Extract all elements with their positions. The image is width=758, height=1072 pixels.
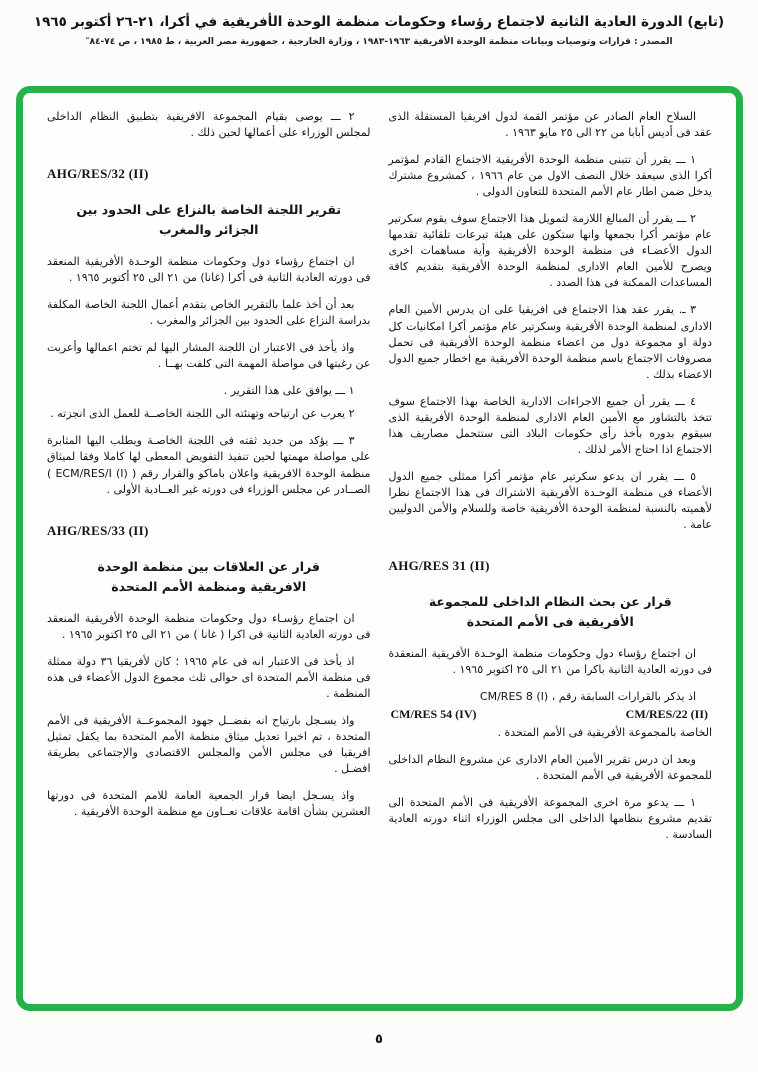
resolution-item-2: ٢ ـــ يوصى بقيام المجموعة الافريقية بتطبيق النظام الداخلى لمجلس الوزراء على أعمالها لحين ذلك . <box>47 110 371 140</box>
right-column <box>389 109 713 994</box>
referenced-resolutions-codes <box>389 705 713 725</box>
resolution-code-cm-res-22: CM/RES/22 (II) <box>625 707 708 722</box>
preamble-paragraph: اذ يأخذ فى الاعتبار انه فى عام ١٩٦٥ ؛ كان لأفريقيا ٣٦ دولة ممثلة فى منظمة الأمم المتحدة اى حوالى ثلث مجموع الدول الأعضاء فى هذه المنظمة . <box>47 654 371 700</box>
resolution-item-3: ٣ ـــ يؤكد من جديد ثقته فى اللجنة الخاصـة ويطلب اليها المثابرة على مواصلة مهمتها لحين تنفيذ التفويض المعطى لها كاملا وفقا لميثاق منظمة الوحدة الافريقية واعلان باماكو والقرار رقم ( ECM/RES/I (I) ) الصــادر عن مجلس الوزراء فى دورته غير العــادية الأولى . <box>47 434 371 496</box>
resolution-code-ahg-res-32: AHG/RES/32 (II) <box>47 166 149 182</box>
page-header <box>0 0 758 47</box>
resolution-item-1: ١ ـــ يدعو مرة اخرى المجموعة الأفريقية فى الأمم المتحدة الى تقديم مشروع بنظامها الداخلى الى مجلس الوزراء اثناء دورته العادية السادسة . <box>388 795 712 841</box>
preamble-paragraph: ان اجتماع رؤساء دول وحكومات منظمة الوحـدة الأفريقية المنعقد فى دورته العادية الثانية فى أكرا (غانا) من ٢١ الى ٢٥ أكتوبر ١٩٦٥ . <box>47 255 371 285</box>
resolution-item-2: ٢ يعرب عن ارتياحه وتهنئته الى اللجنة الخاصــة للعمل الذى انجزته . <box>50 407 355 421</box>
resolution-heading-border-dispute: تقرير اللجنة الخاصة بالنزاع على الحدود بين الجزائر والمغرب <box>76 202 342 238</box>
resolution-code-cm-res-54: CM/RES 54 (IV) <box>390 707 477 722</box>
referenced-resolutions-block <box>389 689 713 741</box>
preamble-paragraph: واذ يأخذ فى الاعتبار ان اللجنة المشار اليها لم تختم اعمالها وأعربت عن رغبتها فى مواصلة المهمة التى كلفت بهــا . <box>47 341 371 371</box>
resolution-item-2: ٢ ـــ يقرر أن المبالغ اللازمة لتمويل هذا الاجتماع سوف يقوم سكرتير عام مؤتمر أكرا بجمعها وانها ستكون على هيئة تبرعات تلقائية تقدمها الدول الأعضـاء فى منظمة الوحدة الأفريقية وأية مساهمات اخرى ويصرح للأمين العام الادارى لمنظمة الوحدة الأفريقية بتقديم كافة المساعدات الممكنة فى هذا الصدد . <box>388 212 712 290</box>
referenced-resolutions-tail: الخاصة بالمجموعة الأفريقية فى الأمم المتحدة . <box>497 725 712 739</box>
source-citation: المصدر : قرارات وتوصيات وبيانات منظمة الوحدة الأفريقية ١٩٦٣-١٩٨٣ ، وزارة الخارجية ، جمهورية مصر العربية ، ط ١٩٨٥ ، ص ٧٤-٨٤″ <box>85 37 673 47</box>
paragraph-continuation: السلاح العام الصادر عن مؤتمر القمة لدول افريقيا المستقلة الذى عقد فى أديس أبابا من ٢٢ الى ٢٥ مايو ١٩٦٣ . <box>388 110 712 140</box>
preamble-paragraph: واذ يسـجل ايضا قرار الجمعية العامة للامم المتحدة فى دورتها العشرين بشأن اقامة علاقات تعــاون مع منظمة الوحدة الأفريقية . <box>47 789 371 819</box>
preamble-paragraph: ان اجتماع رؤسـاء دول وحكومات منظمة الوحدة الأفريقية المنعقد فى دورته العادية الثانية فى اكرا ( غانا ) من ٢١ الى ٢٥ اكتوبر ١٩٦٥ . <box>47 611 371 641</box>
resolution-heading-internal-rules: قرار عن بحث النظام الداخلى للمجموعة الأفريقية فى الأمم المتحدة <box>428 594 672 630</box>
document-title: (تابع) الدورة العادية الثانية لاجتماع رؤساء وحكومات منظمة الوحدة الأفريقية في أكرا، ٢١-٢٦ أكتوبر ١٩٦٥ <box>33 14 725 30</box>
preamble-paragraph: واذ يسـجل بارتياح انه بفضــل جهود المجموعــة الأفريقية فى الأمم المتحدة ، تم اخيرا تعديل ميثاق منظمة الأمم المتحدة بما يكفل تمثيل افريقيا فى مجلس الأمن والمجلس الاقتصادى والإجتماعى بطريقة افضـل . <box>47 713 371 775</box>
green-bordered-content-frame <box>16 86 743 1011</box>
resolution-item-1: ١ ـــ يقرر أن تتبنى منظمة الوحدة الأفريقية الاجتماع القادم لمؤتمر أكرا الذى سيعقد خلال النصف الاول من عام ١٩٦٦ ، كمشروع مشترك يدخل ضمن اطار عام الأمم المتحدة للتعاون الدولى . <box>388 153 712 199</box>
preamble-paragraph: وبعد ان درس تقرير الأمين العام الادارى عن مشروع النظام الداخلى للمجموعة الأفريقية فى الأمم المتحدة . <box>388 752 712 782</box>
referenced-resolutions-intro: اذ يذكر بالقرارات السابقة رقم ، CM/RES 8 (I) <box>479 690 696 704</box>
page-number: ٥ <box>375 1032 383 1047</box>
resolution-code-ahg-res-31: AHG/RES 31 (II) <box>388 558 490 574</box>
resolution-code-ahg-res-33: AHG/RES/33 (II) <box>47 522 149 538</box>
resolution-heading-oau-un-relations: قرار عن العلاقات بين منظمة الوحدة الافريقية ومنظمة الأمم المتحدة <box>97 558 320 594</box>
resolution-item-1: ١ ـــ يوافق على هذا التقرير . <box>223 384 355 398</box>
resolution-item-4: ٤ ـــ يقرر أن جميع الاجراءات الادارية الخاصة بهذا الاجتماع سوف تتخذ بالتشاور مع الأمين العام الادارى لمنظمة الوحدة الأفريقية الذى سيقوم بدوره بأخذ رأى حكومات البلاد التى ستتحمل مصاريف هذا الاجتماع اذا احتاج الأمر لذلك . <box>388 394 712 456</box>
resolution-item-3: ٣ ـ. يقرر عقد هذا الاجتماع فى افريقيا على ان يدرس الأمين العام الادارى لمنظمة الوحدة الأفريقية وسكرتير عام مؤتمر أكرا امكانيات كل دولة او مجموعة دول من اعضاء منظمة الوحدة الأفريقية فى تحمل مصروفات الاجتماع باسم منظمة الوحدة الأفريقية مع اخطار جميع الدول الاعضاء بذلك . <box>388 303 712 381</box>
two-column-text <box>47 109 712 994</box>
preamble-paragraph: بعد أن أخذ علما بالتقرير الخاص بتقدم أعمال اللجنة الخاصة المكلفة بدراسة النزاع على الحدود بين الجزائر والمغرب . <box>47 298 371 328</box>
resolution-item-5: ٥ ـــ يقرر ان يدعو سكرتير عام مؤتمر أكرا ممثلى جميع الدول الأعضاء فى منظمة الوحـدة الأفريقية الاشتراك فى هذا الاجتماع نظرا لأهميته بالنسبة لمنظمة الوحدة الأفريقية خاصة وللسلام والأمن الدوليين عامة . <box>388 469 712 532</box>
left-column <box>47 109 371 994</box>
preamble-paragraph: ان اجتماع رؤساء دول وحكومات منظمة الوحـدة الأفريقية المنعقدة فى دورته العادية الثانية باكرا من ٢١ الى ٢٥ اكتوبر ١٩٦٥ . <box>388 647 712 677</box>
